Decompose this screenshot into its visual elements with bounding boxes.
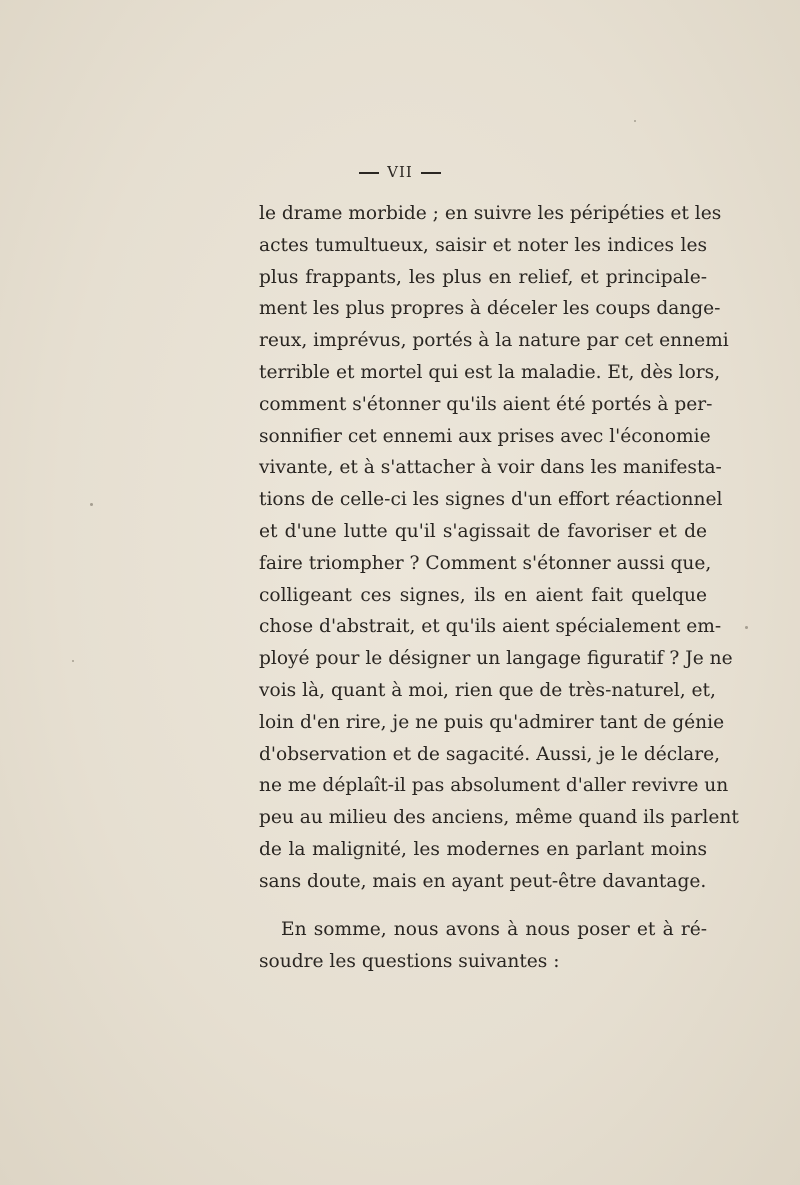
paper-speck [634,120,636,122]
left-dash [359,172,379,174]
paper-speck [72,660,74,662]
text-line: faire triompher ? Comment s'étonner aussi que, [259,552,712,574]
text-line: terrible et mortel qui est la maladie. Et, dès lors, [259,361,721,383]
text-line: actes tumultueux, saisir et noter les indices les [259,234,707,256]
paper-speck [90,503,93,506]
text-line: colligeant ces signes, ils en aient fait quelque [259,584,707,606]
text-line: d'observation et de sagacité. Aussi, je le déclare, [259,743,721,765]
text-line: de la malignité, les modernes en parlant moins [259,838,707,860]
paragraph-2 [259,914,707,978]
text-line: sans doute, mais en ayant peut-être davantage. [259,870,707,892]
text-line: sonnifier cet ennemi aux prises avec l'économie [259,425,711,447]
text-line: le drame morbide ; en suivre les péripéties et les [259,203,722,224]
text-line: tions de celle-ci les signes d'un effort réactionnel [259,489,723,511]
right-dash [421,172,441,174]
paragraph-1 [259,198,739,898]
text-line: En somme, nous avons à nous poser et à ré- [281,919,707,940]
text-line: comment s'étonner qu'ils aient été portés à per- [259,393,713,415]
text-line: et d'une lutte qu'il s'agissait de favoriser et de [259,520,707,542]
paper-speck [745,626,748,629]
text-line: vivante, et à s'attacher à voir dans les manifesta- [259,457,722,479]
text-line: chose d'abstrait, et qu'ils aient spécialement em- [259,616,722,638]
text-line: loin d'en rire, je ne puis qu'admirer tant de génie [259,711,725,733]
text-line: peu au milieu des anciens, même quand ils parlent [259,807,739,829]
text-line: ne me déplaît-il pas absolument d'aller revivre un [259,775,729,797]
text-line: plus frappants, les plus en relief, et principale- [259,266,707,288]
text-line: ment les plus propres à déceler les coups dange- [259,298,721,320]
text-line: vois là, quant à moi, rien que de très-naturel, et, [259,679,716,701]
text-line: ployé pour le désigner un langage figuratif ? Je ne [259,648,733,670]
page-number-header [0,163,800,181]
text-line: soudre les questions suivantes : [259,950,560,972]
page-number: VII [387,163,413,181]
text-line: reux, imprévus, portés à la nature par cet ennemi [259,330,729,352]
